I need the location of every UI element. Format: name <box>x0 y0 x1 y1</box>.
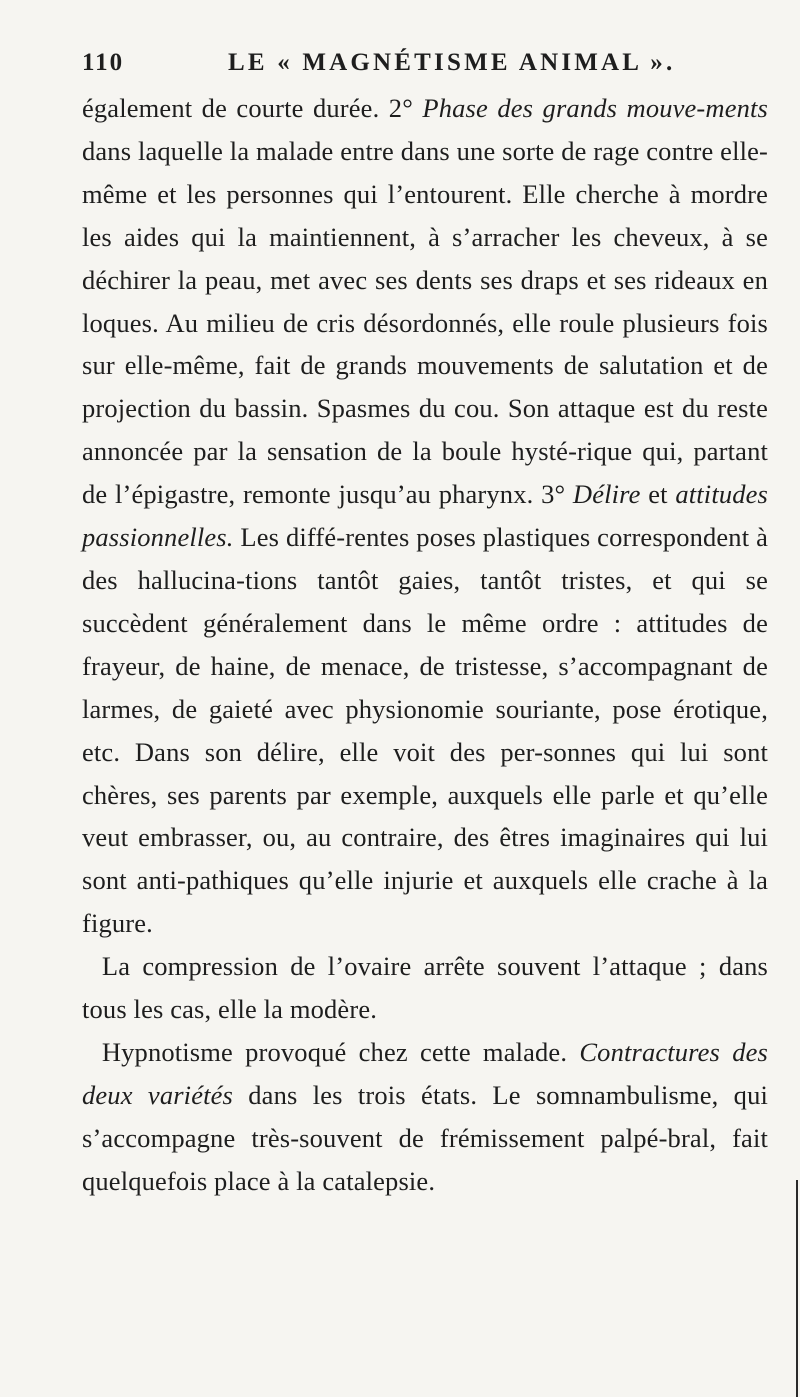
text-run: Hypnotisme provoqué chez cette malade. <box>101 1036 580 1067</box>
text-run: La compression de l’ovaire arrête souvent l’attaque ; dans tous les cas, elle la modère. <box>82 951 768 1025</box>
text-run: Les diffé-rentes poses plastiques correspondent à des hallucina-tions tantôt gaies, tantôt tristes, et qui se succèdent généralement dans le même ordre : attitudes de frayeur, de haine, de menace, de tristesse, s’accompagnant de larmes, de gaieté avec physionomie souriante, pose érotique, etc. Dans son délire, elle voit des per-sonnes qui lui sont chères, ses parents par exemple, auxquels elle parle et qu’elle veut embrasser, ou, au contraire, des êtres imaginaires qui lui sont anti-pathiques qu’elle injurie et auxquels elle crache à la figure. <box>82 522 768 939</box>
paragraph <box>82 1031 768 1203</box>
paragraph <box>82 945 768 1031</box>
page-header <box>82 49 722 85</box>
page-edge-shadow <box>796 1180 798 1397</box>
paragraph <box>82 87 768 945</box>
text-run: également de courte durée. 2° <box>82 93 423 123</box>
page-number: 110 <box>82 49 125 76</box>
running-title: LE « MAGNÉTISME ANIMAL ». <box>228 49 676 76</box>
italic-run: Contractures des deux variétés <box>82 1036 769 1110</box>
italic-run: attitudes passionnelles. <box>82 479 768 553</box>
body-text <box>82 87 768 1203</box>
text-run: et <box>640 479 676 510</box>
italic-run: Délire <box>572 479 641 510</box>
italic-run: Phase des grands mouve-ments <box>422 93 768 123</box>
text-run: dans laquelle la malade entre dans une sorte de rage contre elle-même et les personnes qui l’entourent. Elle cherche à mordre les aides qui la maintiennent, à s’arracher les cheveux, à se déchirer la peau, met avec ses dents ses draps et ses rideaux en loques. Au milieu de cris désordonnés, elle roule plusieurs fois sur elle-même, fait de grands mouvements de salutation et de projection du bassin. Spasmes du cou. Son attaque est du reste annoncée par la sensation de la boule hysté-rique qui, partant de l’épigastre, remonte jusqu’au pharynx. 3° <box>82 135 768 510</box>
text-run: dans les trois états. Le somnambulisme, qui s’accompagne très-souvent de frémissement palpé-bral, fait quelquefois place à la catalepsie. <box>82 1079 768 1196</box>
